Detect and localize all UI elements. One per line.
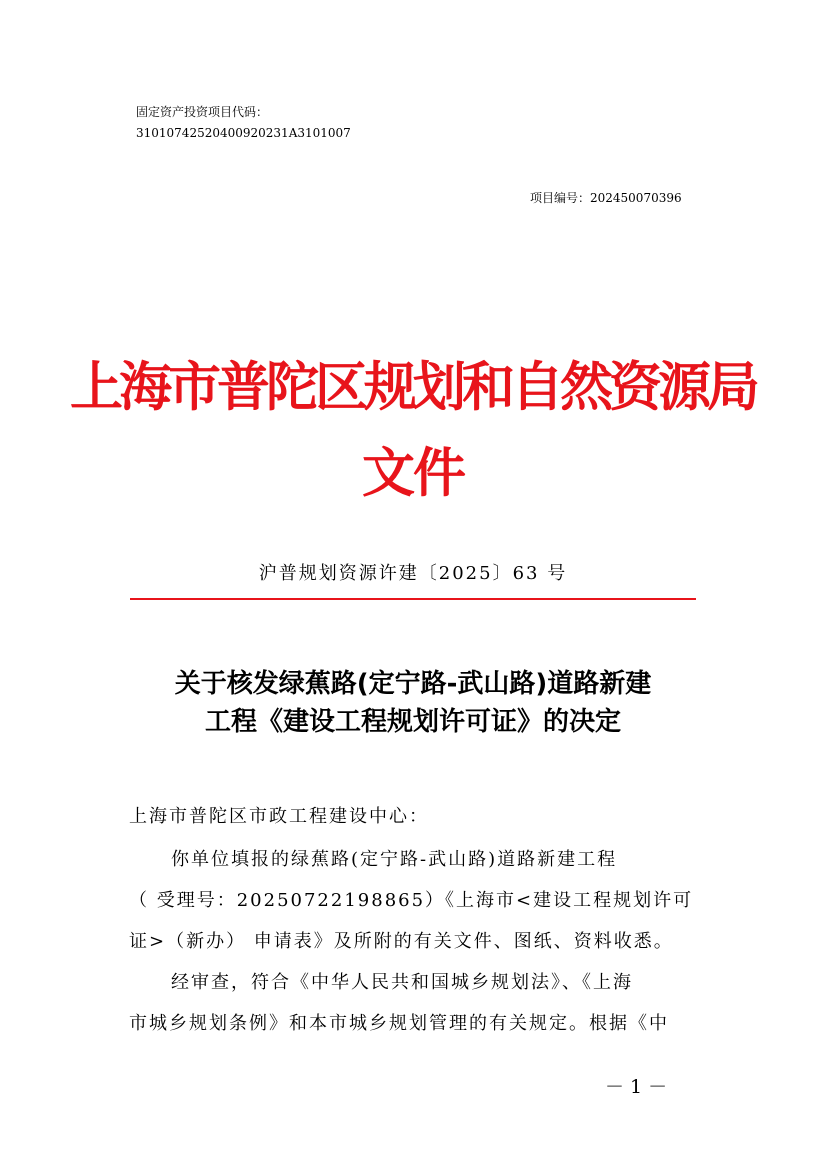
document-word: 文件 <box>362 443 464 504</box>
red-divider-line <box>130 598 696 600</box>
paragraph-2-line: 市城乡规划条例》和本市城乡规划管理的有关规定。根据《中 <box>129 1013 669 1034</box>
project-number: 项目编号：202450070396 <box>530 191 682 205</box>
asset-code-value: 31010742520400920231A3101007 <box>136 126 351 140</box>
subject-heading-line-1: 关于核发绿蕉路(定宁路-武山路)道路新建 <box>174 669 652 699</box>
document-number: 沪普规划资源许建〔2025〕63 号 <box>258 563 568 584</box>
paragraph-1-line: 证>（新办） 申请表》及所附的有关文件、图纸、资料收悉。 <box>129 931 674 952</box>
recipient: 上海市普陀区市政工程建设中心： <box>129 806 429 827</box>
paragraph-1-line: 你单位填报的绿蕉路(定宁路-武山路)道路新建工程 <box>171 849 618 870</box>
asset-code-label: 固定资产投资项目代码： <box>136 105 269 119</box>
subject-heading-line-2: 工程《建设工程规划许可证》的决定 <box>204 707 621 737</box>
paragraph-2-line: 经审查，符合《中华人民共和国城乡规划法》、《上海 <box>171 972 633 993</box>
issuing-bureau-title: 上海市普陀区规划和自然资源局 <box>70 357 756 418</box>
paragraph-1-line: （ 受理号：20250722198865）《上海市<建设工程规划许可 <box>129 890 694 911</box>
page-number: － 1 － <box>605 1076 668 1098</box>
